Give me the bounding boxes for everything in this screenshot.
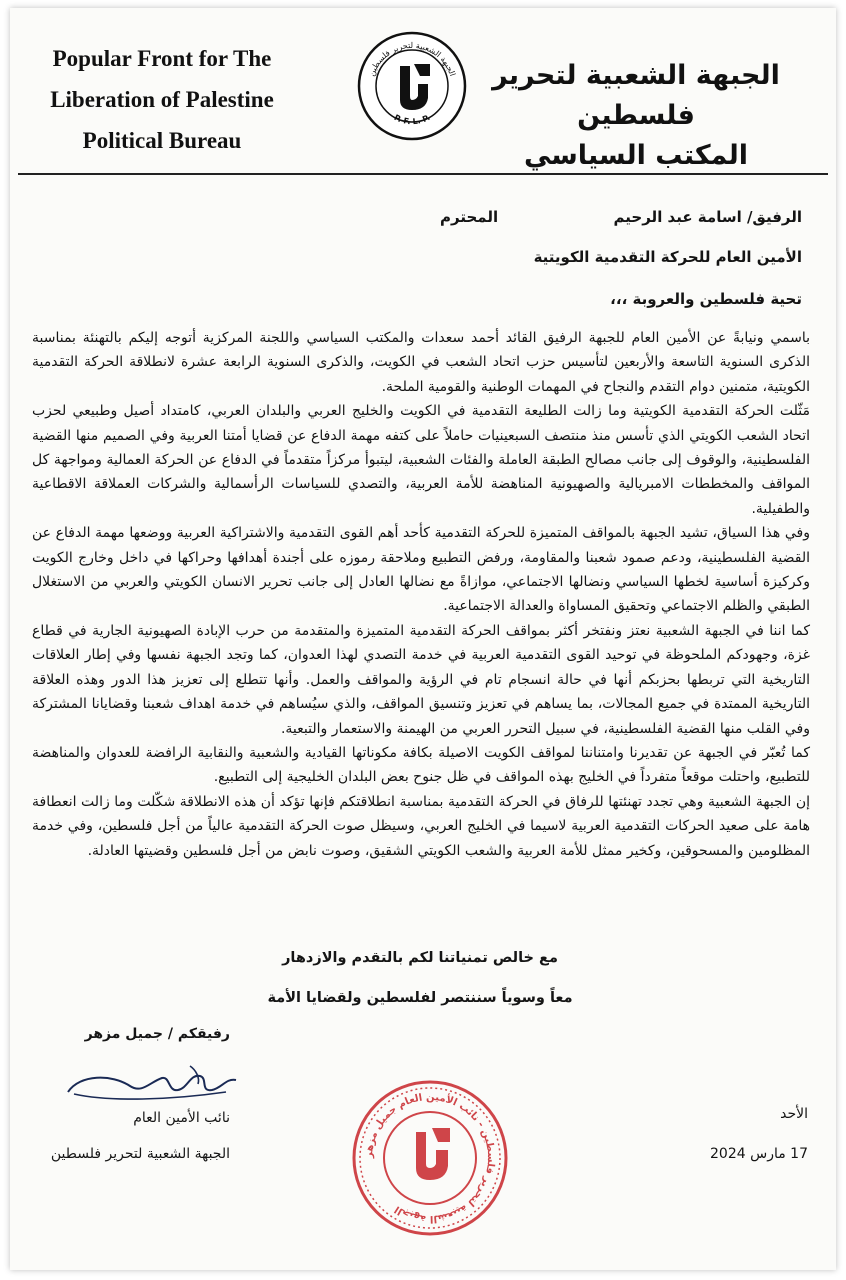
closing-wishes: مع خالص تمنياتنا لكم بالتقدم والازدهار [282, 950, 558, 966]
logo-letters: P. F. L. P. [392, 112, 432, 127]
paragraph-2: مَثّلت الحركة التقدمية الكويتية وما زالت الطليعة التقدمية في الكويت والخليج العربي والبلدان العربي، كامتداد أصيل وطبيعي لحزب اتحاد الشعب الكويتي الذي تأسس منذ منتصف السبعينيات حاملاً على كتفه مهمة الدفاع عن قضايا أمتنا العربية وفي الصميم منها القضية الفلسطينية، والوقوف إلى جانب مصالح الطبقة العاملة والفئات الشعبية، ليتبوأ مركزاً متقدماً في الدفاع عن الحركة العمالية ومواجهة كل المواقف والمخططات الامبريالية والصهيونية المناهضة للأمة العربية، والتصدي للسياسات الرأسمالية والشركات العملاقة الاقطاعية والطفيلية. [32, 403, 810, 517]
header-divider [18, 173, 828, 175]
paragraph-5: كما تُعبّر في الجبهة عن تقديرنا وامتناننا لمواقف الكويت الاصيلة بكافة مكوناتها القيادية والشعبية والنقابية الرافضة للعدوان والمناهضة للتطبيع، واحتلت موقعاً متفرداً في الخليج بهذه المواقف في ظل جنوح بعض البلدان الخليجية إلى التطبيع. [32, 744, 810, 786]
pflp-logo [356, 30, 468, 142]
header-en-line-2: Liberation of Palestine [50, 87, 274, 112]
header-en-line-3: Political Bureau [82, 128, 242, 153]
header-english [32, 38, 292, 161]
stamp-text: الجبهة الشعبية لتحرير فلسطين - نائب الأمين العام جميل مزهر [363, 1091, 497, 1225]
addressee-name: الرفيق/ اسامة عبد الرحيم [613, 208, 802, 226]
signatory-role: نائب الأمين العام [133, 1110, 230, 1126]
letter-page [10, 8, 836, 1270]
paragraph-4: كما اننا في الجبهة الشعبية نعتز ونفتخر أكثر بمواقف الحركة التقدمية المتميزة والمتقدمة من حرب الإبادة الصهيونية الجارية في قطاع غزة، وجهودكم الملحوظة في توحيد القوى التقدمية العربية في خدمة التصدي لهذا العدوان، كما وتجد الجبهة نفسها وفي إطار العلاقات التاريخية التي تربطها بحزبكم أنها في حالة انسجام تام في الرؤية والمواقف والعمل. وأنها تتطلع إلى تعزيز هذا الدور وهذه العلاقة التاريخية الممتدة في جميع المجالات، بما يساهم في تعزيز وتنسيق المواقف، والذي سيُساهم في خدمة اهداف شعبنا وقضايانا المشتركة وفي القلب منها القضية الفلسطينية، في سبيل التحرر العربي من الهيمنة والاستعمار والتبعية. [32, 622, 810, 737]
header-ar-line-2: المكتب السياسي [523, 140, 749, 171]
greeting: تحية فلسطين والعروبة ،،، [610, 290, 802, 308]
addressee-honorific: المحترم [440, 208, 499, 226]
paragraph-1: باسمي ونيابةً عن الأمين العام للجبهة الرفيق القائد أحمد سعدات والمكتب السياسي واللجنة المركزية أتوجه إليكم بالتهنئة بمناسبة الذكرى السنوية التاسعة والأربعين لتأسيس حزب اتحاد الشعب في الكويت، والذكرى السنوية الرابعة عشرة لانطلاقة الحركة التقدمية الكويتية، متمنين دوام التقدم والنجاح في المهمات الوطنية والقومية الملحة. [32, 330, 810, 395]
logo-text: الجبهة الشعبية لتحرير فلسطين [366, 40, 458, 78]
date-full: 17 مارس 2024 [710, 1146, 808, 1162]
header-ar-line-1: الجبهة الشعبية لتحرير فلسطين [492, 60, 780, 131]
paragraph-6: إن الجبهة الشعبية وهي تجدد تهنئتها للرفاق في الحركة التقدمية بمناسبة انطلاقتكم فإنها تؤكد أن هذه الانطلاقة شكّلت وما زالت انعطافة هامة على صعيد الحركات التقدمية العربية لاسيما في الخليج العربي، وسيظل صوت الحركة التقدمية عالياً من أجل فلسطين، وفي خدمة المظلومين والمسحوقين، وكخير ممثل للأمة العربية والشعب الكويتي الشقيق، وصوت نابض من أجل فلسطين وقضيتها العادلة. [32, 793, 810, 859]
addressee-role: الأمين العام للحركة التقدمية الكويتية [533, 248, 802, 266]
signatory-organization: الجبهة الشعبية لتحرير فلسطين [50, 1146, 230, 1162]
date-day: الأحد [780, 1106, 808, 1122]
paragraph-3: وفي هذا السياق، تشيد الجبهة بالمواقف المتميزة للحركة التقدمية كأحد أهم القوى التقدمية والاشتراكية العربية ووضعها مهمة الدفاع عن القضية الفلسطينية، ودعم صمود شعبنا والمقاومة، ورفض التطبيع وملاحقة رموزه على أجندة أهدافها وحراكها في داخل وخارج الكويت وكركيزة أساسية لخطها السياسي ونضالها الاجتماعي، موازاةً مع نضالها العادل إلى جانب تحرير الانسان الكويتي والعربي من الاستغلال الطبقي والظلم الاجتماعي وتحقيق المساواة والعدالة الاجتماعية. [32, 525, 810, 615]
header-en-line-1: Popular Front for The [52, 46, 272, 71]
official-stamp [348, 1076, 512, 1240]
handwritten-signature [50, 1052, 250, 1108]
header-arabic [476, 56, 796, 176]
closing-slogan: معاً وسوياً سننتصر لفلسطين ولقضايا الأمة [267, 990, 573, 1006]
signatory-name: رفيقكم / جميل مزهر [84, 1026, 230, 1042]
letter-body [32, 326, 810, 863]
